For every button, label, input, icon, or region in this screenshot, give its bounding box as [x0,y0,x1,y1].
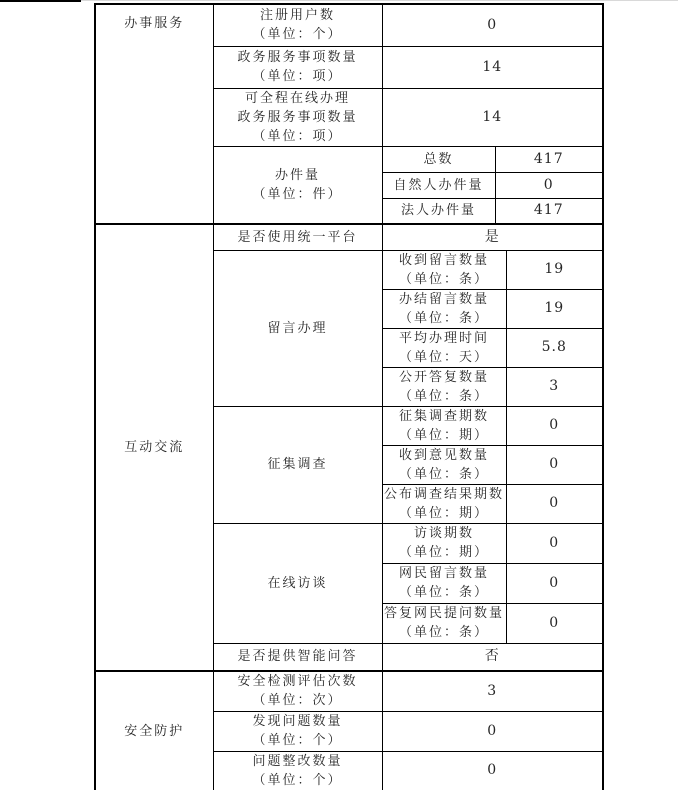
submetric-value-cases-total: 417 [495,146,603,172]
metric-unit: （单位：期） [398,427,489,443]
metric-label-problems-found [213,711,382,751]
metric-unit: （单位：天） [398,349,489,365]
metric-label-surveys: 征集调查 [213,406,382,523]
metric-name: 答复网民提问数量 [383,606,504,621]
submetric-label-cases-legal-person: 法人办件量 [382,198,495,224]
section-label-service: 办事服务 [95,4,213,224]
metric-name: 收到意见数量 [398,447,489,463]
metric-value-smart-qa: 否 [382,643,603,671]
metric-name: 发现问题数量 [252,714,343,729]
metric-label-unified-platform: 是否使用统一平台 [213,224,382,250]
submetric-value-cases-legal-person: 417 [495,198,603,224]
metric-label-messages: 留言办理 [213,250,382,406]
metric-unit: （单位：条） [398,310,489,326]
metric-name: 平均办理时间 [398,330,489,346]
metric-unit: （单位：个） [252,772,343,788]
metric-unit: （单位：项） [252,128,343,144]
submetric-label-messages-received [382,250,506,289]
metric-value-security-checks: 3 [382,671,603,711]
metric-unit: （单位：个） [252,733,343,748]
submetric-label-surveys-periods [382,406,506,445]
metric-name-line2: 政务服务事项数量 [237,109,358,125]
submetric-label-cases-natural-person: 自然人办件量 [382,172,495,198]
metric-name: 问题整改数量 [252,753,343,769]
metric-name: 办件量 [274,167,320,183]
metric-name: 征集调查期数 [398,408,489,424]
submetric-label-cases-total: 总数 [382,146,495,172]
page-top-left-border-fragment [0,0,81,2]
metric-name: 公开答复数量 [398,369,489,385]
submetric-label-messages-public-replies [382,367,506,406]
section-label-security: 安全防护 [95,671,213,790]
annual-report-table [94,3,604,790]
metric-label-service-items [213,46,382,88]
metric-name: 收到留言数量 [398,252,489,268]
metric-value-registered-users: 0 [382,4,603,46]
metric-label-smart-qa: 是否提供智能问答 [213,643,382,671]
submetric-value-messages-avg-time: 5.8 [506,328,603,367]
metric-unit: （单位：条） [398,625,489,640]
submetric-label-interviews-periods [382,523,506,563]
submetric-value-messages-completed: 19 [506,289,603,328]
metric-name: 办结留言数量 [398,291,489,307]
submetric-label-surveys-results [382,484,506,523]
submetric-label-messages-completed [382,289,506,328]
metric-unit: （单位：期） [398,545,489,560]
submetric-value-messages-public-replies: 3 [506,367,603,406]
metric-value-unified-platform: 是 [382,224,603,250]
submetric-value-interviews-messages: 0 [506,563,603,603]
metric-label-security-checks [213,671,382,711]
metric-value-service-items: 14 [382,46,603,88]
metric-name: 安全检测评估次数 [237,674,358,690]
metric-label-online-items [213,88,382,146]
metric-value-online-items: 14 [382,88,603,146]
metric-unit: （单位：条） [398,466,489,482]
submetric-label-messages-avg-time [382,328,506,367]
metric-unit: （单位：期） [398,505,489,521]
submetric-value-cases-natural-person: 0 [495,172,603,198]
submetric-value-interviews-replies: 0 [506,603,603,643]
metric-label-problems-fixed [213,751,382,790]
page-top-edge-line [0,0,678,1]
metric-name: 网民留言数量 [398,566,489,581]
metric-name: 公布调查结果期数 [383,486,504,502]
submetric-value-messages-received: 19 [506,250,603,289]
metric-unit: （单位：次） [252,693,343,709]
metric-unit: （单位：条） [398,388,489,404]
submetric-label-interviews-messages [382,563,506,603]
submetric-value-interviews-periods: 0 [506,523,603,563]
metric-name: 政务服务事项数量 [237,50,358,65]
metric-label-cases [213,146,382,224]
metric-unit: （单位：个） [252,27,343,43]
metric-name-line1: 可全程在线办理 [244,90,350,106]
metric-name: 访谈期数 [413,526,474,541]
metric-name: 注册用户数 [259,8,335,24]
submetric-label-surveys-opinions [382,445,506,484]
metric-value-problems-fixed: 0 [382,751,603,790]
metric-unit: （单位：项） [252,69,343,84]
metric-label-registered-users [213,4,382,46]
submetric-label-interviews-replies [382,603,506,643]
metric-value-problems-found: 0 [382,711,603,751]
submetric-value-surveys-opinions: 0 [506,445,603,484]
submetric-value-surveys-results: 0 [506,484,603,523]
submetric-value-surveys-periods: 0 [506,406,603,445]
section-label-interaction: 互动交流 [95,224,213,671]
metric-label-interviews: 在线访谈 [213,523,382,643]
metric-unit: （单位：件） [252,186,343,202]
metric-unit: （单位：条） [398,271,489,287]
metric-unit: （单位：条） [398,585,489,600]
